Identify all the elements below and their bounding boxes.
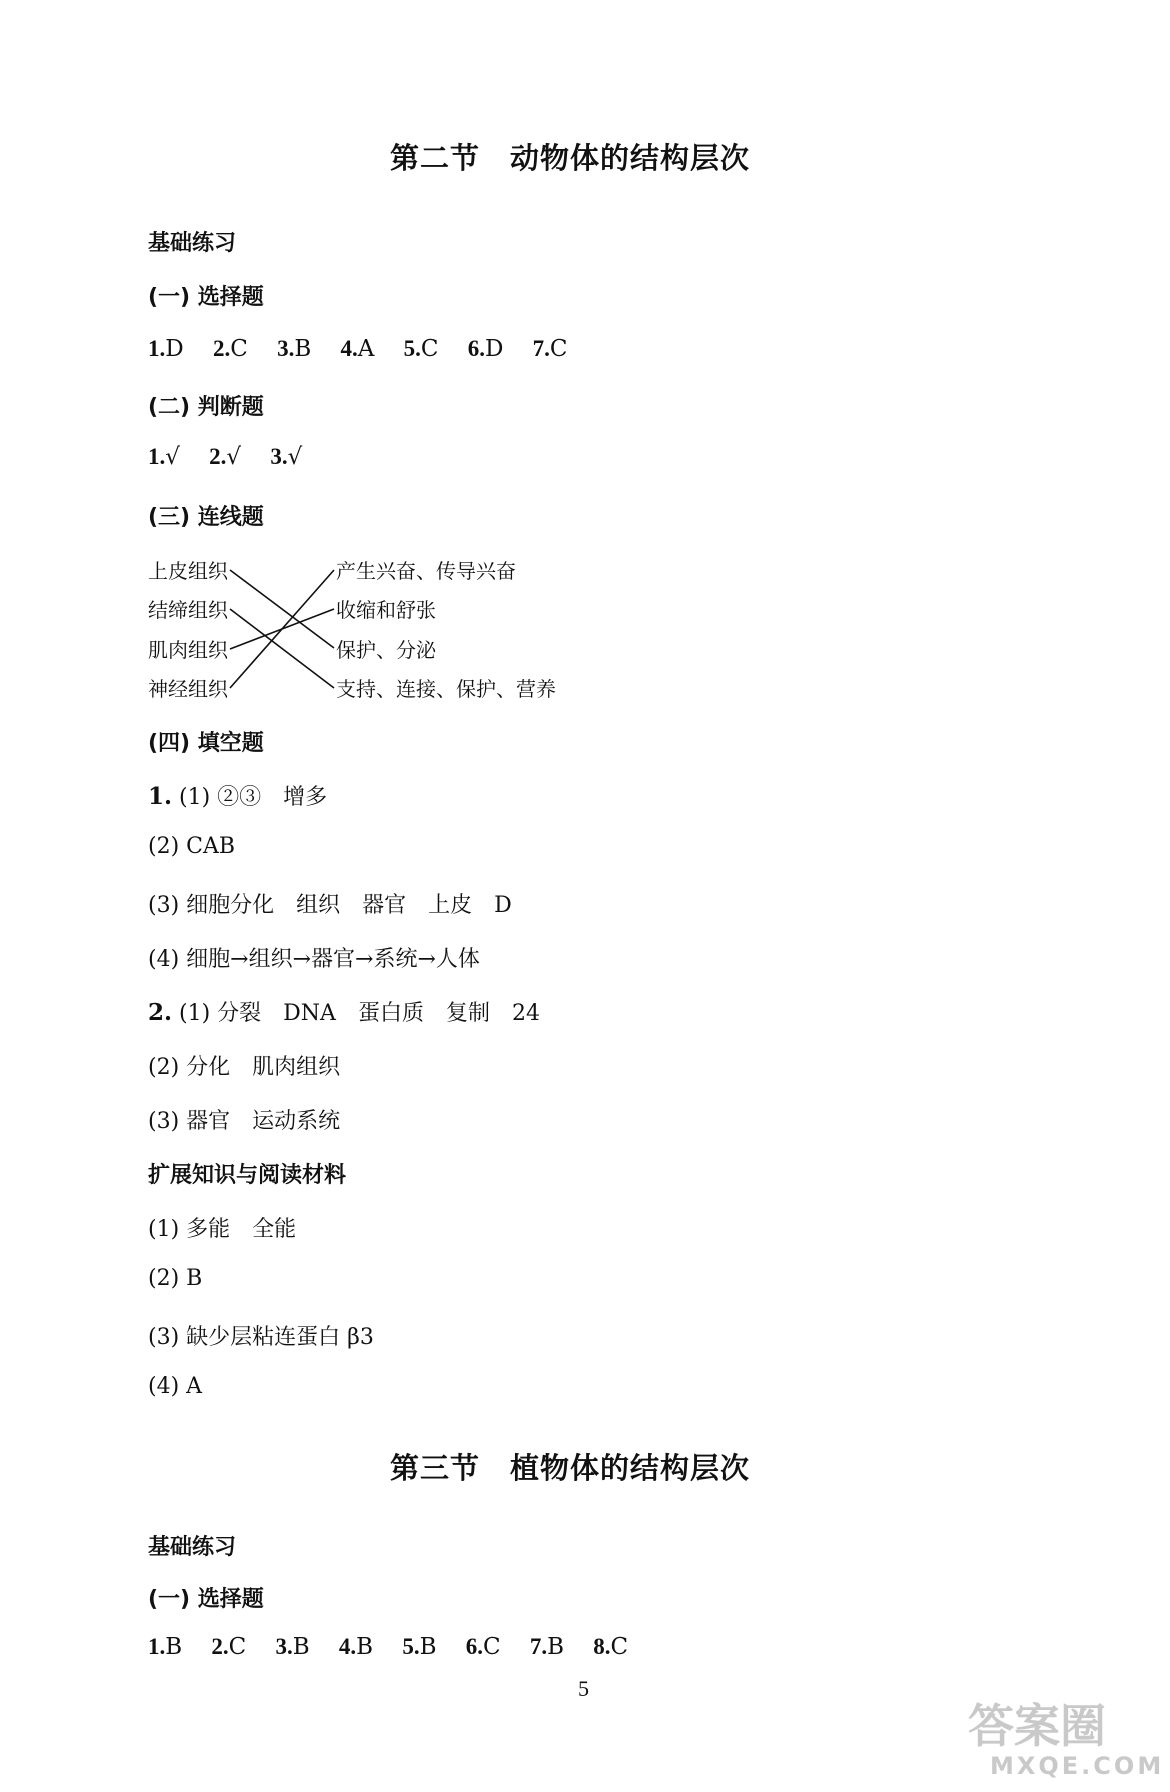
- match-right-4: 支持、连接、保护、营养: [336, 677, 556, 701]
- match-left-2: 结缔组织: [148, 598, 228, 622]
- watermark-logo: 答案圈: [968, 1699, 1106, 1753]
- extension-heading: 扩展知识与阅读材料: [148, 1163, 347, 1188]
- answer-item: 3.√: [270, 444, 303, 470]
- basic-practice-heading: 基础练习: [148, 231, 237, 256]
- match-left-3: 肌肉组织: [148, 638, 228, 662]
- fill-line: (3) 器官 运动系统: [148, 1109, 341, 1134]
- match-right-3: 保护、分泌: [336, 638, 436, 662]
- answer-item: 8.C: [593, 1634, 629, 1660]
- match-right-1: 产生兴奋、传导兴奋: [336, 559, 516, 583]
- answer-item: 2.C: [211, 1634, 247, 1660]
- basic-practice-heading: 基础练习: [148, 1535, 237, 1560]
- fill-line: (2) CAB: [148, 834, 236, 859]
- choice-answers: [148, 1634, 628, 1660]
- match-line-1: [230, 570, 334, 648]
- watermark-url: MXQE.COM: [990, 1752, 1165, 1780]
- fill-line: (3) 细胞分化 组织 器官 上皮 D: [148, 893, 512, 918]
- match-left-4: 神经组织: [148, 677, 228, 701]
- choice-heading: (一) 选择题: [148, 1587, 264, 1612]
- answer-item: 5.C: [403, 336, 439, 362]
- section-3-title: 第三节 植物体的结构层次: [390, 1451, 751, 1485]
- fill-line: (2) 分化 肌肉组织: [148, 1055, 341, 1080]
- extension-line: (2) B: [148, 1266, 203, 1291]
- fill-line: 2. (1) 分裂 DNA 蛋白质 复制 24: [148, 999, 540, 1026]
- extension-line: (1) 多能 全能: [148, 1217, 297, 1242]
- answer-item: 4.A: [340, 336, 375, 362]
- match-line-4: [230, 570, 334, 688]
- answer-item: 7.B: [529, 1634, 564, 1660]
- answer-item: 6.C: [465, 1634, 501, 1660]
- choice-heading: (一) 选择题: [148, 285, 264, 310]
- match-left-1: 上皮组织: [148, 559, 228, 583]
- judge-heading: (二) 判断题: [148, 395, 264, 420]
- answer-item: 2.C: [212, 336, 248, 362]
- section-2-title: 第二节 动物体的结构层次: [390, 141, 751, 175]
- extension-line: (4) A: [148, 1374, 203, 1399]
- answer-item: 4.B: [338, 1634, 374, 1660]
- match-heading: (三) 连线题: [148, 505, 264, 530]
- fill-heading: (四) 填空题: [148, 731, 264, 756]
- answer-item: 1.D: [148, 336, 184, 362]
- answer-item: 7.C: [532, 336, 568, 362]
- answer-item: 3.B: [277, 336, 312, 362]
- answer-item: 3.B: [275, 1634, 310, 1660]
- fill-line: (4) 细胞→组织→器官→系统→人体: [148, 947, 480, 972]
- match-right-2: 收缩和舒张: [336, 598, 436, 622]
- answer-item: 1.B: [148, 1634, 183, 1660]
- answer-item: 6.D: [467, 336, 504, 362]
- extension-line: (3) 缺少层粘连蛋白 β3: [148, 1325, 374, 1350]
- answer-item: 2.√: [209, 444, 242, 470]
- answer-item: 1.√: [148, 444, 180, 470]
- fill-line: 1. (1) ②③ 增多: [148, 783, 328, 810]
- page-number: 5: [578, 1676, 589, 1701]
- answer-item: 5.B: [402, 1634, 437, 1660]
- match-line-2: [230, 609, 334, 688]
